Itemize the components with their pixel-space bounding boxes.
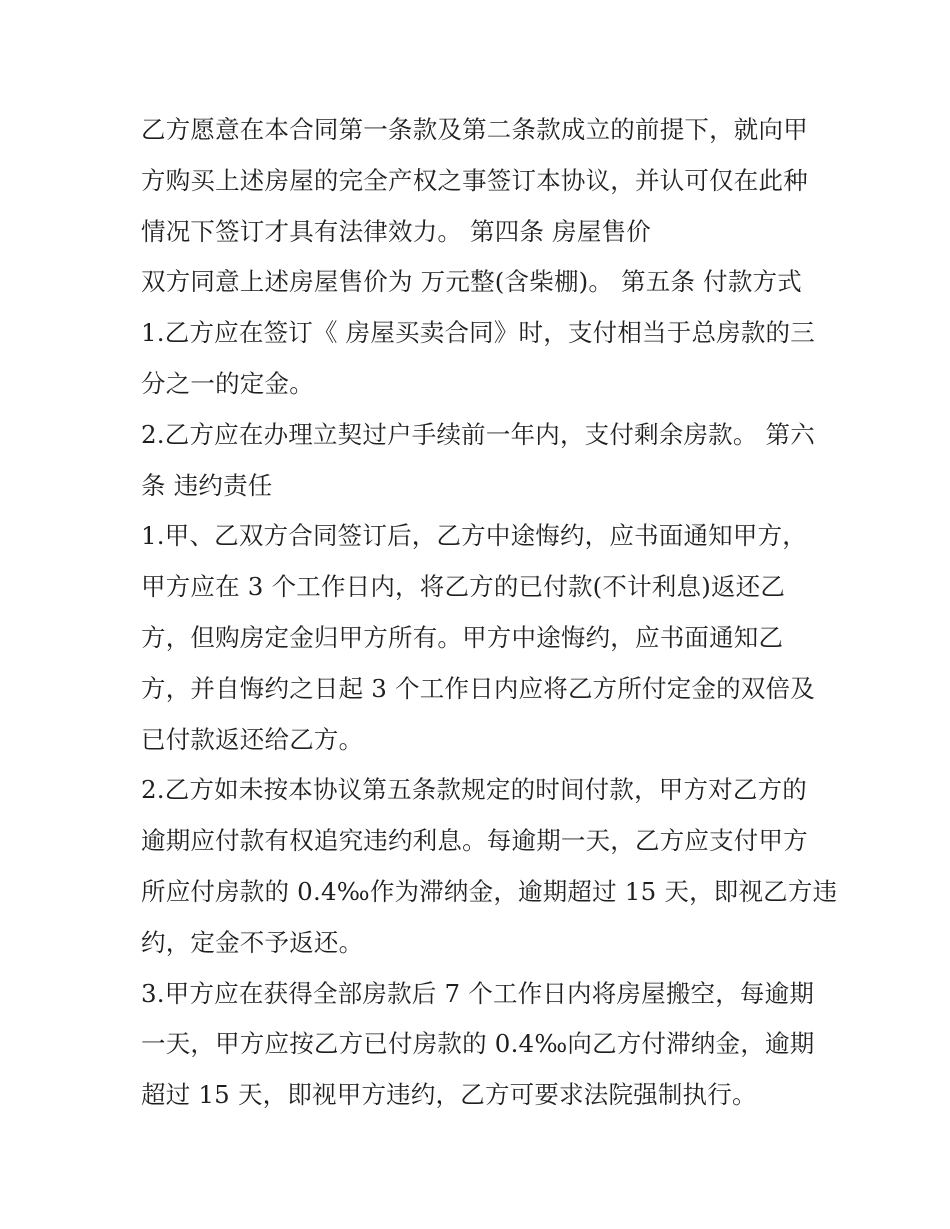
text-line: 逾期应付款有权追究违约利息。每逾期一天，乙方应支付甲方 <box>141 826 808 856</box>
text-line: 3.甲方应在获得全部房款后 7 个工作日内将房屋搬空，每逾期 <box>141 978 815 1008</box>
text-line: 超过 15 天，即视甲方违约，乙方可要求法院强制执行。 <box>141 1080 757 1110</box>
text-line: 方，并自悔约之日起 3 个工作日内应将乙方所付定金的双倍及 <box>141 673 815 703</box>
text-line: 已付款返还给乙方。 <box>141 724 364 754</box>
text-line: 方，但购房定金归甲方所有。甲方中途悔约，应书面通知乙 <box>141 622 784 652</box>
text-line: 甲方应在 3 个工作日内，将乙方的已付款(不计利息)返还乙 <box>141 572 786 602</box>
text-line: 2.乙方如未按本协议第五条款规定的时间付款，甲方对乙方的 <box>141 775 807 805</box>
text-line: 所应付房款的 0.4‰作为滞纳金，逾期超过 15 天，即视乙方违 <box>141 876 838 906</box>
text-line: 双方同意上述房屋售价为 万元整(含柴棚)。 第五条 付款方式 <box>141 267 802 297</box>
text-line: 一天，甲方应按乙方已付房款的 0.4‰向乙方付滞纳金，逾期 <box>141 1029 815 1059</box>
text-line: 乙方愿意在本合同第一条款及第二条款成立的前提下，就向甲 <box>141 115 808 144</box>
text-line: 情况下签订才具有法律效力。 第四条 房屋售价 <box>141 216 651 246</box>
text-line: 分之一的定金。 <box>141 368 314 398</box>
text-line: 条 违约责任 <box>141 470 273 500</box>
text-line: 方购买上述房屋的完全产权之事签订本协议，并认可仅在此种 <box>141 165 808 195</box>
text-line: 约，定金不予返还。 <box>141 927 364 957</box>
text-line: 2.乙方应在办理立契过户手续前一年内，支付剩余房款。 第六 <box>141 419 815 449</box>
text-line: 1.甲、乙双方合同签订后，乙方中途悔约，应书面通知甲方， <box>141 521 807 551</box>
document-body <box>141 105 838 1121</box>
text-line: 1.乙方应在签订《 房屋买卖合同》时，支付相当于总房款的三 <box>141 318 815 348</box>
